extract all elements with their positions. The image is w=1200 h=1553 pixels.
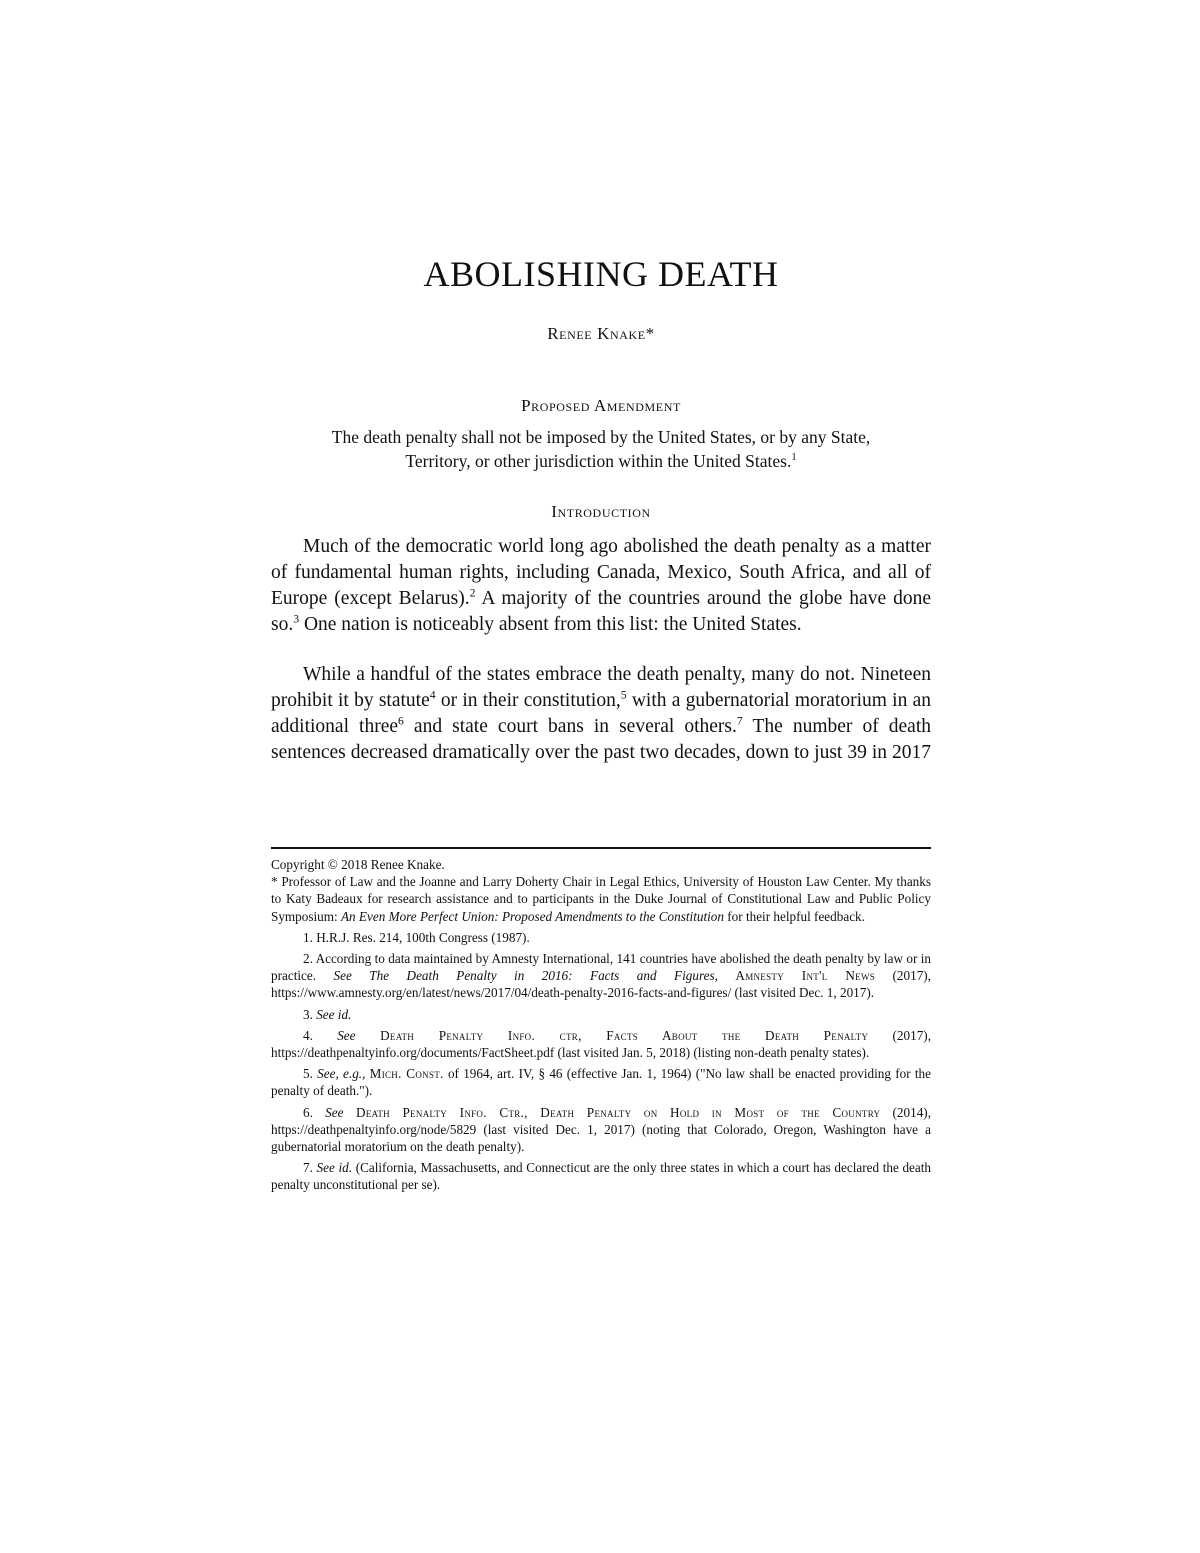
footnote-text: (California, Massachusetts, and Connecticut are the only three states in which a court has declared the death penalty unconstitutional per se). bbox=[271, 1160, 932, 1193]
footnote-1 bbox=[271, 929, 931, 946]
footnote-source: Amnesty Int'l News bbox=[735, 968, 876, 984]
footnote-text: See id. bbox=[316, 1006, 352, 1022]
footnotes bbox=[271, 856, 931, 1198]
footnote-number: 6. bbox=[303, 1104, 313, 1120]
footnote-6 bbox=[271, 1104, 931, 1156]
footnote-number: 3. bbox=[303, 1006, 313, 1022]
footnote-ref[interactable]: 3 bbox=[293, 612, 300, 626]
paragraph-text: Much of the democratic world long ago abolished the death penalty as a matter of fundamental human rights, including Canada, Mexico, South Africa, and all of Europe (except Belarus). bbox=[271, 536, 931, 609]
article-title: ABOLISHING DEATH bbox=[423, 254, 779, 294]
intro-paragraph-1 bbox=[271, 534, 931, 638]
footnote-source: Death Penalty Info. Ctr., Death Penalty on Hold in Most of the Country bbox=[343, 1104, 881, 1120]
footnote-ref[interactable]: 5 bbox=[620, 688, 627, 702]
footnote-number: 1. bbox=[303, 929, 313, 945]
footnote-text[interactable]: (2017), https://deathpenaltyinfo.org/documents/FactSheet.pdf (last visited Jan. 5, 2018) (listing non-death penalty states). bbox=[271, 1027, 931, 1061]
amendment-text bbox=[311, 425, 891, 473]
footnote-text: , bbox=[714, 968, 736, 984]
footnote-signal: See, e.g. bbox=[317, 1066, 363, 1082]
footnote-source: Death Penalty Info. ctr, Facts About the Death Penalty bbox=[355, 1027, 869, 1043]
footnote-ref[interactable]: 2 bbox=[469, 586, 476, 600]
footnote-ref[interactable]: 6 bbox=[398, 714, 404, 728]
paragraph-text: The number of death sentences decreased dramatically over the past two decades, down to just 39 in 2017 bbox=[271, 716, 931, 763]
author-name: Renee Knake* bbox=[547, 324, 655, 343]
paragraph-text: or in their constitution, bbox=[435, 690, 621, 711]
footnote-source: Mich. Const. bbox=[369, 1066, 444, 1082]
footnote-copyright: Copyright © 2018 Renee Knake. bbox=[271, 857, 445, 872]
amendment-heading: Proposed Amendment bbox=[521, 396, 681, 415]
intro-paragraph-2 bbox=[271, 662, 931, 792]
footnote-5 bbox=[271, 1065, 931, 1099]
footnote-text: According to data maintained by Amnesty International, 141 countries have abolished the death penalty by law or in practice. bbox=[271, 951, 931, 984]
footnote-citation: See The Death Penalty in 2016: Facts and Figures bbox=[333, 968, 715, 984]
footnote-ref[interactable]: 7 bbox=[736, 714, 743, 728]
symposium-title: An Even More Perfect Union: Proposed Amendments to the Constitution bbox=[340, 908, 724, 924]
paragraph-text: with a gubernatorial moratorium in an additional three bbox=[271, 690, 931, 737]
footnote-divider bbox=[271, 847, 931, 849]
paragraph-text: A majority of the countries around the globe have done so. bbox=[271, 588, 931, 635]
footnote-text: for their helpful feedback. bbox=[723, 908, 865, 924]
amendment-text-body: The death penalty shall not be imposed by the United States, or by any State, Territory, or other jurisdiction within the United States. bbox=[331, 427, 871, 471]
footnote-number: 2. bbox=[303, 951, 313, 967]
paragraph-text: and state court bans in several others. bbox=[403, 716, 737, 737]
footnote-signal: See bbox=[337, 1027, 356, 1043]
footnote-number: 4. bbox=[303, 1027, 313, 1043]
introduction-heading: Introduction bbox=[551, 502, 651, 521]
footnote-text: * Professor of Law and the Joanne and Larry Doherty Chair in Legal Ethics, University of Houston Law Center. My thanks to Katy Badeaux for research assistance and to participants in the Duke Journal of Constitutional Law and Public Policy Symposium: bbox=[271, 874, 931, 924]
footnote-ref[interactable]: 1 bbox=[791, 452, 797, 464]
footnote-2 bbox=[271, 950, 931, 1002]
footnote-signal: See bbox=[325, 1104, 344, 1120]
footnote-text: , bbox=[362, 1066, 370, 1082]
paragraph-text: One nation is noticeably absent from this list: the United States. bbox=[299, 614, 802, 635]
footnote-signal: See id. bbox=[316, 1160, 353, 1176]
paragraph-text: While a handful of the states embrace the death penalty, many do not. Nineteen prohibit it by statute bbox=[271, 664, 931, 711]
footnote-4 bbox=[271, 1027, 931, 1061]
footnote-7 bbox=[271, 1159, 931, 1193]
footnote-ref[interactable]: 4 bbox=[429, 688, 436, 702]
footnote-text: of 1964, art. IV, § 46 (effective Jan. 1, 1964) ("No law shall be enacted providing for the penalty of death."). bbox=[271, 1066, 932, 1099]
footnote-3 bbox=[271, 1006, 931, 1023]
footnote-text[interactable]: (2014), https://deathpenaltyinfo.org/node/5829 (last visited Dec. 1, 2017) (noting that Colorado, Oregon, Washington have a gubernatorial moratorium on the death penalty). bbox=[271, 1104, 931, 1155]
footnote-author bbox=[271, 873, 931, 925]
footnote-number: 5. bbox=[303, 1066, 313, 1082]
footnote-number: 7. bbox=[303, 1160, 313, 1176]
footnote-text[interactable]: (2017), https://www.amnesty.org/en/latest/news/2017/04/death-penalty-2016-facts-and-figures/ (last visited Dec. 1, 2017). bbox=[271, 968, 931, 1001]
footnote-text: H.R.J. Res. 214, 100th Congress (1987). bbox=[316, 929, 530, 945]
